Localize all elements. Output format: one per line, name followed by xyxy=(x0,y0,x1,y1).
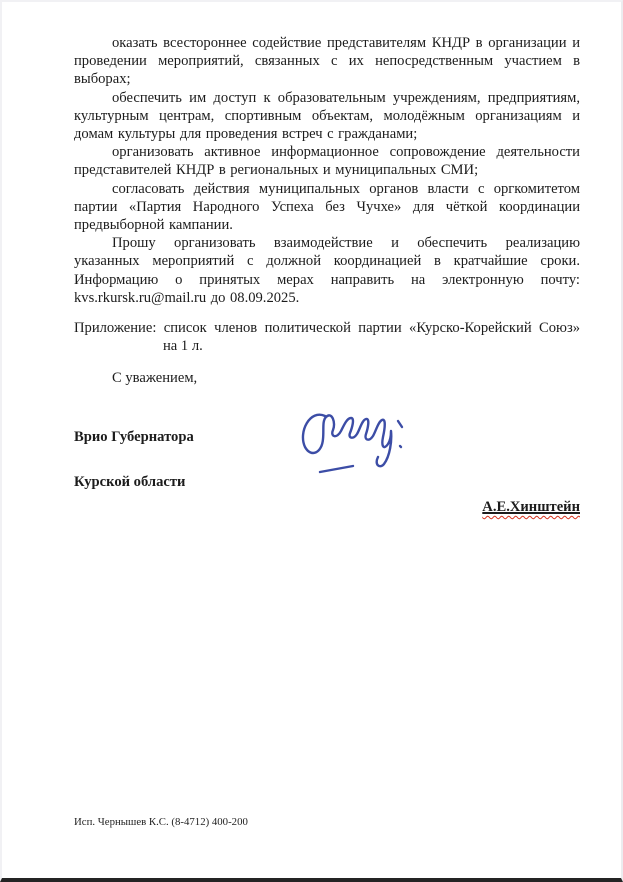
paragraph-coordinate-party: согласовать действия муниципальных органов власти с оргкомитетом партии «Партия Народного Успеха без Чучхе» для чёткой координации предвыборной кампании. xyxy=(74,180,580,234)
signer-title xyxy=(74,404,194,517)
paragraph-request-email: Прошу организовать взаимодействие и обеспечить реализацию указанных мероприятий с должной координацией в кратчайшие сроки. Информацию о принятых мерах направить на электронную почту: kvs.rkursk.ru@mail.ru до 08.09.2025. xyxy=(74,235,580,306)
paragraph-media-coverage: организовать активное информационное сопровождение деятельности представителей КНДР в региональных и муниципальных СМИ; xyxy=(74,144,580,179)
paragraph-assist-kndr: оказать всестороннее содействие представителям КНДР в организации и проведении мероприятий, связанных с их непосредственным участием в выборах; xyxy=(74,35,580,88)
signer-title-line-2: Курской области xyxy=(74,474,186,491)
signature-block xyxy=(74,404,580,517)
signer-name-text: А.Е.Хинштейн xyxy=(482,498,580,515)
signer-title-line-1: Врио Губернатора xyxy=(74,429,194,446)
attachment-block xyxy=(74,319,580,355)
paragraph-access-institutions: обеспечить им доступ к образовательным учреждениям, предприятиям, культурным центрам, спортивным объектам, молодёжным организациям и домам культуры для проведения встреч с гражданами; xyxy=(74,89,580,143)
attachment-line-1: Приложение: список членов политической партии «Курско-Корейский Союз» xyxy=(74,320,580,337)
signer-name xyxy=(482,498,580,516)
attachment-line-2: на 1 л. xyxy=(163,338,203,355)
closing-salutation: С уважением, xyxy=(112,370,198,387)
letter-body xyxy=(74,34,580,516)
executor-contact-line: Исп. Чернышев К.С. (8-4712) 400-200 xyxy=(74,816,248,828)
handwritten-signature-ink xyxy=(292,390,424,486)
